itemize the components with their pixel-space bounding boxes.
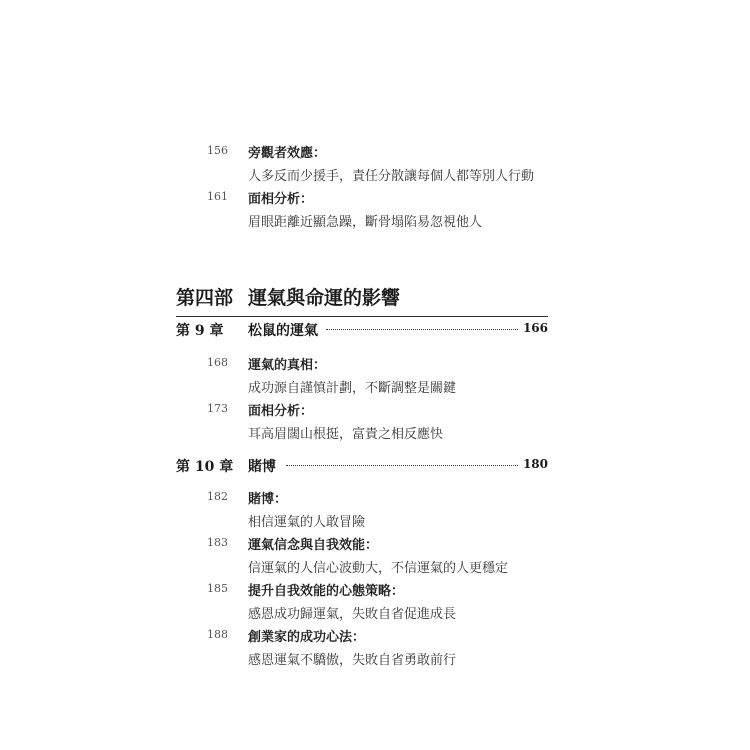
chapter-heading[interactable] (176, 320, 548, 340)
chapter-page-number: 180 (522, 457, 548, 471)
part-title: 運氣與命運的影響 (248, 287, 401, 309)
entry-page-number: 156 (207, 144, 228, 157)
dot-leader (326, 329, 518, 330)
entry-description: 感恩成功歸運氣，失敗自省促進成長 (248, 607, 457, 622)
entry-title: 運氣的真相： (248, 358, 327, 373)
entry-description: 相信運氣的人敢冒險 (248, 515, 366, 530)
entry-description: 感恩運氣不驕傲，失敗自省勇敢前行 (248, 653, 457, 668)
entry-description: 耳高眉闊山根挺，富貴之相反應快 (248, 427, 444, 442)
entry-title: 創業家的成功心法： (248, 630, 366, 645)
entry-title: 旁觀者效應： (248, 146, 327, 161)
chapter-page-number: 166 (522, 321, 548, 335)
chapter-title: 松鼠的運氣 (248, 323, 318, 339)
entry-title: 運氣信念與自我效能： (248, 538, 379, 553)
part-rule (176, 316, 548, 317)
entry-title: 賭博： (248, 492, 288, 507)
chapter-label: 第 9 章 (176, 323, 224, 339)
chapter-title: 賭博 (248, 459, 276, 475)
entry-page-number: 183 (207, 536, 228, 549)
entry-page-number: 161 (207, 190, 228, 203)
entry-title: 提升自我效能的心態策略： (248, 584, 405, 599)
entry-page-number: 182 (207, 490, 228, 503)
entry-page-number: 173 (207, 402, 228, 415)
entry-page-number: 168 (207, 356, 228, 369)
entry-description: 眉眼距離近顯急躁，斷骨塌陷易忽視他人 (248, 215, 483, 230)
entry-page-number: 185 (207, 582, 228, 595)
dot-leader (286, 465, 518, 466)
chapter-label: 第 10 章 (176, 459, 234, 475)
entry-description: 信運氣的人信心波動大，不信運氣的人更穩定 (248, 561, 509, 576)
part-label: 第四部 (176, 287, 234, 309)
entry-title: 面相分析： (248, 192, 314, 207)
entry-page-number: 188 (207, 628, 228, 641)
entry-description: 人多反而少援手，責任分散讓每個人都等別人行動 (248, 169, 535, 184)
entry-description: 成功源自謹慎計劃，不斷調整是關鍵 (248, 381, 457, 396)
chapter-heading[interactable] (176, 456, 548, 476)
entry-title: 面相分析： (248, 404, 314, 419)
